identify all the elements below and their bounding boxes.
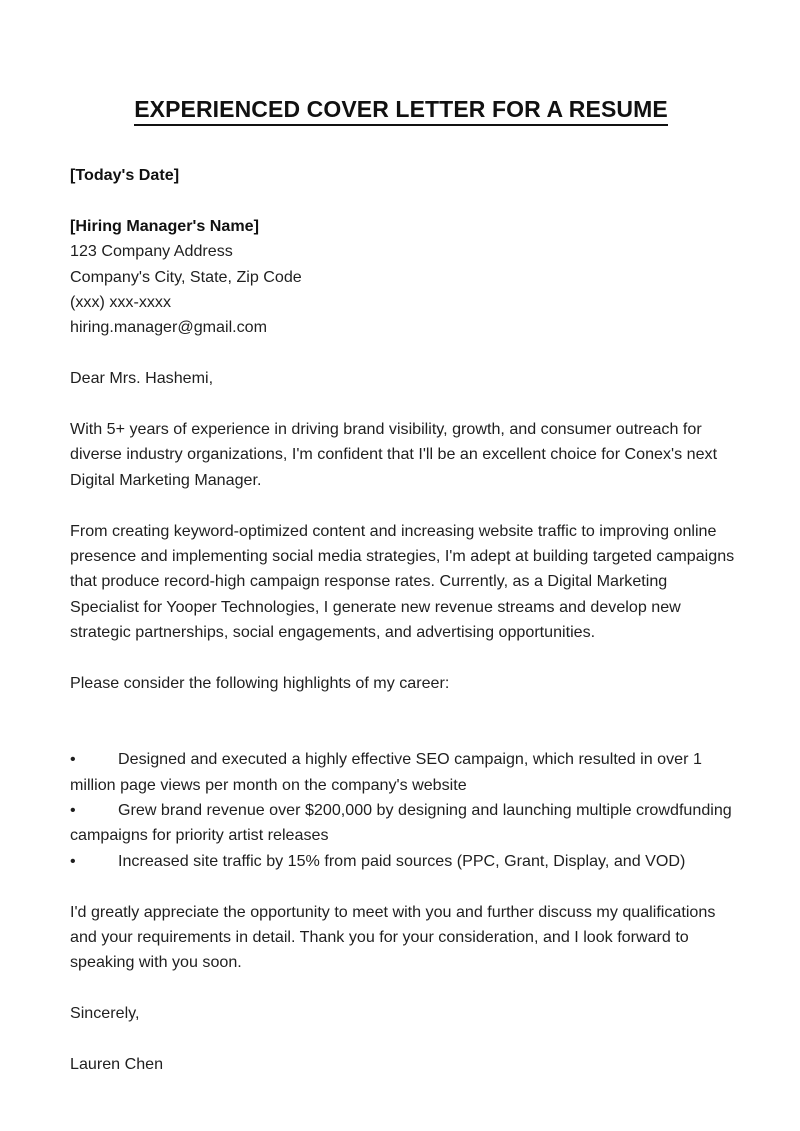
- bullet-icon: •: [70, 801, 76, 820]
- recipient-city-state-zip: Company's City, State, Zip Code: [70, 267, 302, 286]
- list-item-text: Increased site traffic by 15% from paid sources (PPC, Grant, Display, and VOD): [118, 851, 686, 870]
- list-item-text: Designed and executed a highly effective SEO campaign, which resulted in over 1 million page views per month on the company's website: [70, 750, 707, 794]
- bullet-icon: •: [70, 851, 76, 870]
- highlights-list: [70, 722, 736, 874]
- date-block: [70, 163, 736, 188]
- recipient-block: [70, 214, 736, 341]
- recipient-address-line: 123 Company Address: [70, 242, 233, 261]
- bullet-icon: •: [70, 750, 76, 769]
- letter-body: [70, 163, 739, 1077]
- list-spacer: [70, 722, 736, 747]
- sign-off: [70, 1001, 736, 1026]
- sign-off-text: Sincerely,: [70, 1004, 140, 1023]
- page-title-text: EXPERIENCED COVER LETTER FOR A RESUME: [134, 96, 668, 126]
- list-item: [70, 849, 736, 874]
- page-title: [70, 96, 732, 122]
- signature: [70, 1052, 736, 1077]
- closing-paragraph: [70, 900, 736, 976]
- body-paragraph-2-text: From creating keyword-optimized content and increasing website traffic to improving online presence and implementing social media strategies, I'm adept at building targeted campaigns that produce record-high campaign response rates. Currently, as a Digital Marketing Specialist for Yooper Technologies, I generate new revenue streams and develop new strategic partnerships, social engagements, and advertising opportunities.: [70, 521, 739, 642]
- list-item: [70, 747, 736, 798]
- body-paragraph-1: [70, 417, 736, 493]
- date-placeholder: [Today's Date]: [70, 166, 180, 184]
- recipient-name-placeholder: [Hiring Manager's Name]: [70, 216, 259, 235]
- highlights-intro-text: Please consider the following highlights of my career:: [70, 674, 450, 693]
- signature-name: Lauren Chen: [70, 1055, 164, 1074]
- salutation-text: Dear Mrs. Hashemi,: [70, 369, 214, 388]
- body-paragraph-2: [70, 519, 739, 646]
- closing-paragraph-text: I'd greatly appreciate the opportunity to meet with you and further discuss my qualifications and your requirements in detail. Thank you for your consideration, and I look forward to speaking with you soon.: [70, 902, 720, 972]
- salutation: [70, 366, 736, 391]
- highlights-intro: [70, 671, 736, 696]
- list-item: [70, 798, 736, 849]
- body-paragraph-1-text: With 5+ years of experience in driving brand visibility, growth, and consumer outreach for diverse industry organizations, I'm confident that I'll be an excellent choice for Conex's next Digital Marketing Manager.: [70, 420, 722, 489]
- recipient-phone: (xxx) xxx-xxxx: [70, 293, 172, 312]
- list-item-text: Grew brand revenue over $200,000 by designing and launching multiple crowdfunding campaigns for priority artist releases: [70, 801, 737, 845]
- recipient-email: hiring.manager@gmail.com: [70, 318, 268, 337]
